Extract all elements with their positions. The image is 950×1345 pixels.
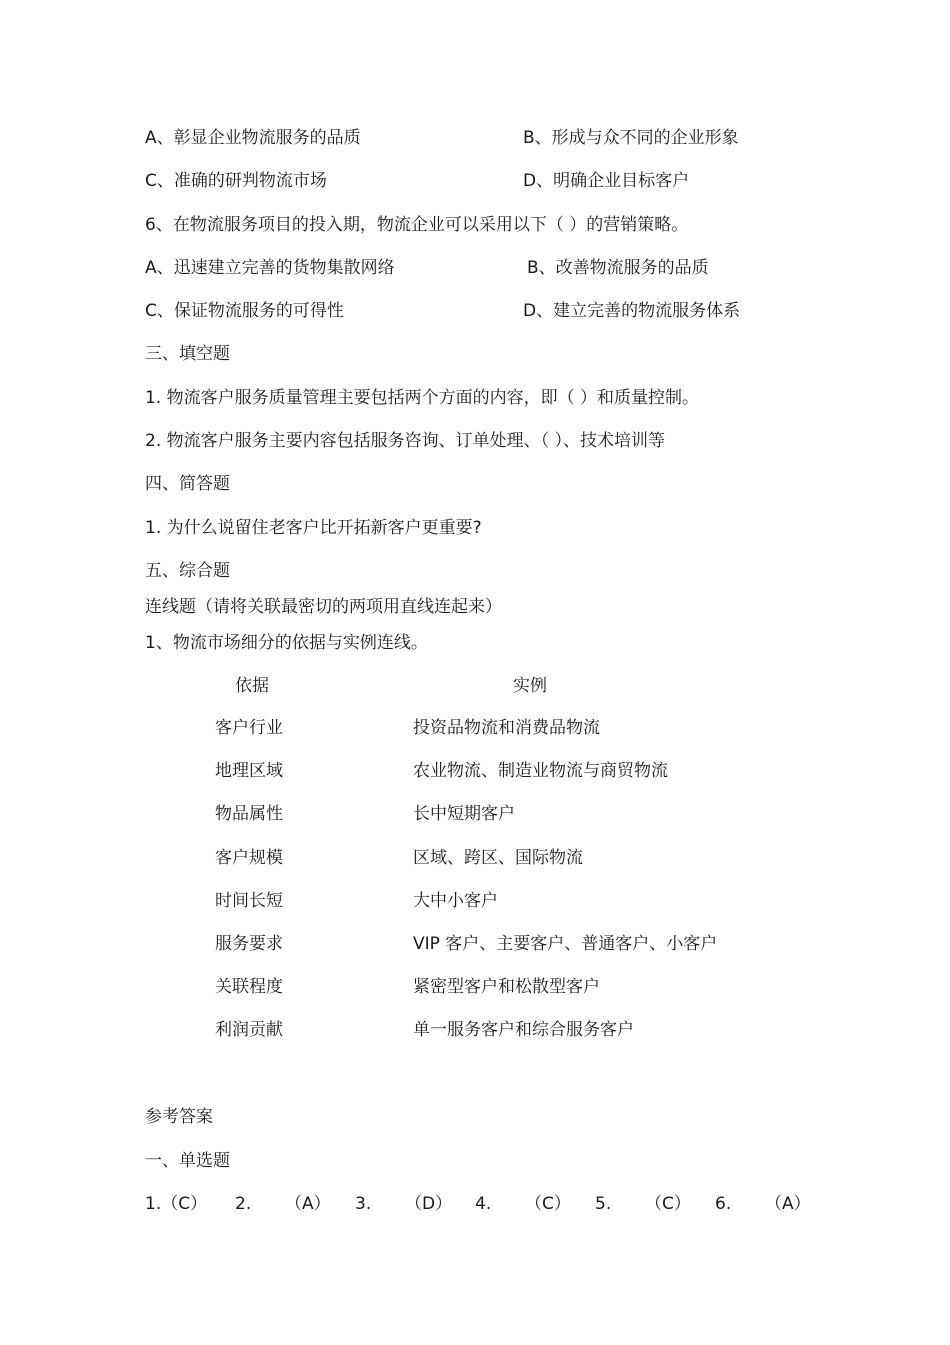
answer-item: 5.	[595, 1194, 612, 1214]
q6-option-a: A、迅速建立完善的货物集散网络	[145, 258, 395, 278]
matching-left-item: 客户行业	[215, 718, 283, 738]
q6-question: 6、在物流服务项目的投入期，物流企业可以采用以下（ ）的营销策略。	[145, 215, 689, 235]
matching-right-item: 投资品物流和消费品物流	[413, 718, 600, 738]
matching-right-item: 长中短期客户	[413, 804, 515, 824]
section3-question-1: 1. 物流客户服务质量管理主要包括两个方面的内容，即（ ）和质量控制。	[145, 388, 700, 408]
answer-item: 3.	[355, 1194, 372, 1214]
q6-option-b: B、改善物流服务的品质	[527, 258, 709, 278]
answer-item: 1.（C）	[145, 1194, 208, 1214]
answers-heading: 参考答案	[145, 1107, 213, 1127]
section4-question-1: 1. 为什么说留住老客户比开拓新客户更重要?	[145, 518, 482, 538]
q5-option-c: C、准确的研判物流市场	[145, 171, 327, 191]
matching-right-item: 区域、跨区、国际物流	[413, 848, 583, 868]
section3-question-2: 2. 物流客户服务主要内容包括服务咨询、订单处理、（ ）、技术培训等	[145, 431, 666, 451]
matching-left-item: 客户规模	[215, 848, 283, 868]
matching-right-item: 大中小客户	[413, 891, 498, 911]
answer-item: 6.	[715, 1194, 732, 1214]
q6-option-c: C、保证物流服务的可得性	[145, 301, 344, 321]
section4-heading: 四、简答题	[145, 474, 230, 494]
matching-left-item: 物品属性	[215, 804, 283, 824]
q5-option-a: A、彰显企业物流服务的品质	[145, 128, 361, 148]
matching-left-item: 利润贡献	[215, 1020, 283, 1040]
matching-left-item: 关联程度	[215, 977, 283, 997]
matching-left-item: 服务要求	[215, 934, 283, 954]
answer-item: （A）	[285, 1194, 331, 1214]
answer-item: （D）	[405, 1194, 453, 1214]
matching-right-item: 农业物流、制造业物流与商贸物流	[413, 761, 668, 781]
matching-right-item: VIP 客户、主要客户、普通客户、小客户	[413, 934, 718, 954]
section5-heading: 五、综合题	[145, 561, 230, 581]
matching-header-right: 实例	[513, 676, 547, 696]
answer-item: （A）	[765, 1194, 811, 1214]
matching-right-item: 紧密型客户和松散型客户	[413, 977, 600, 997]
answers-section1-heading: 一、单选题	[145, 1151, 230, 1171]
matching-left-item: 时间长短	[215, 891, 283, 911]
q5-option-b: B、形成与众不同的企业形象	[523, 128, 739, 148]
matching-right-item: 单一服务客户和综合服务客户	[413, 1020, 634, 1040]
matching-header-left: 依据	[235, 676, 269, 696]
section5-subtitle: 连线题（请将关联最密切的两项用直线连起来）	[145, 597, 502, 617]
section3-heading: 三、填空题	[145, 344, 230, 364]
answer-item: 2.	[235, 1194, 252, 1214]
section5-question-1: 1、物流市场细分的依据与实例连线。	[145, 633, 428, 653]
answer-item: （C）	[525, 1194, 571, 1214]
answer-item: （C）	[645, 1194, 691, 1214]
matching-left-item: 地理区域	[215, 761, 283, 781]
answer-item: 4.	[475, 1194, 492, 1214]
q6-option-d: D、建立完善的物流服务体系	[523, 301, 741, 321]
q5-option-d: D、明确企业目标客户	[523, 171, 690, 191]
